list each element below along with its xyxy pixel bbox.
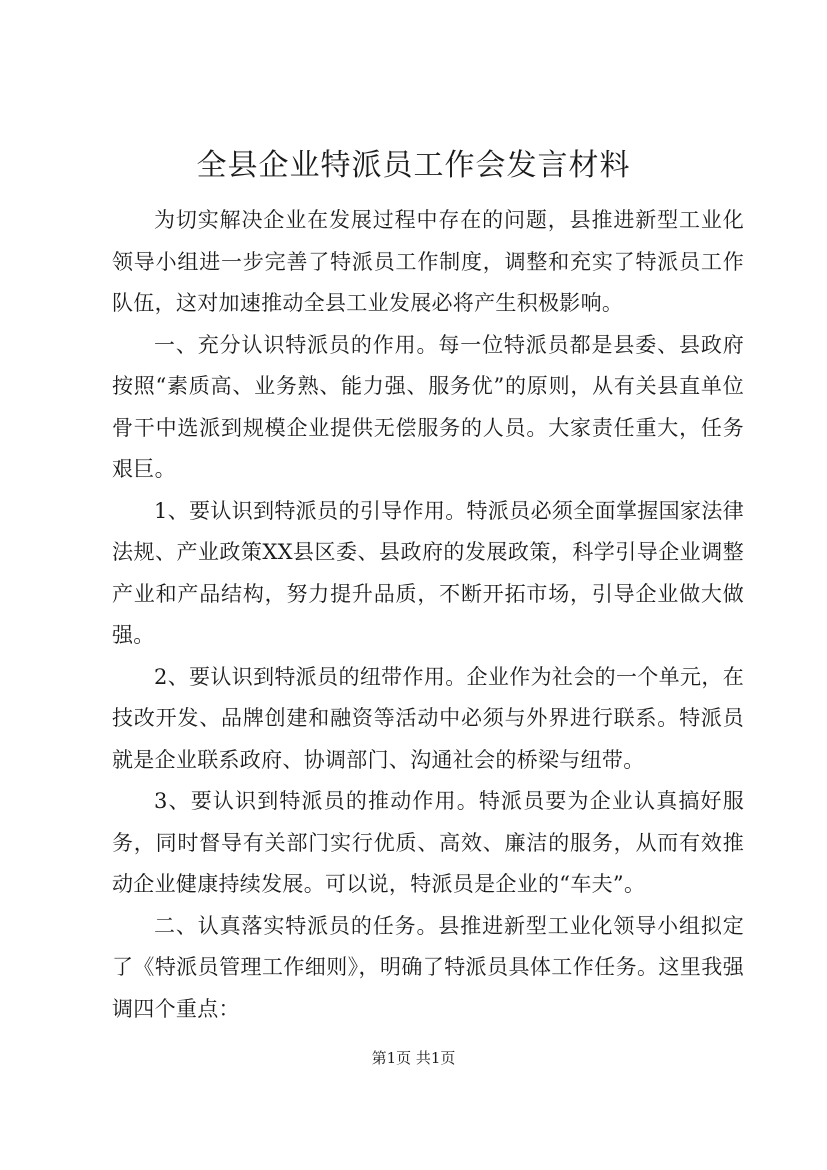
paragraph-intro: 为切实解决企业在发展过程中存在的问题，县推进新型工业化领导小组进一步完善了特派员工作制度，调整和充实了特派员工作队伍，这对加速推动全县工业发展必将产生积极影响。 xyxy=(112,208,744,315)
document-body xyxy=(112,200,744,1030)
paragraph-item-3: 3、要认识到特派员的推动作用。特派员要为企业认真搞好服务，同时督导有关部门实行优质、高效、廉洁的服务，从而有效推动企业健康持续发展。可以说，特派员是企业的“车夫”。 xyxy=(112,789,744,896)
paragraph-item-1: 1、要认识到特派员的引导作用。特派员必须全面掌握国家法律法规、产业政策XX县区委、县政府的发展政策，科学引导企业调整产业和产品结构，努力提升品质，不断开拓市场，引导企业做大做强。 xyxy=(112,498,744,647)
paragraph-section-2: 二、认真落实特派员的任务。县推进新型工业化领导小组拟定了《特派员管理工作细则》，明确了特派员具体工作任务。这里我强调四个重点： xyxy=(112,913,744,1021)
paragraph-item-2: 2、要认识到特派员的纽带作用。企业作为社会的一个单元，在技改开发、品牌创建和融资等活动中必须与外界进行联系。特派员就是企业联系政府、协调部门、沟通社会的桥梁与纽带。 xyxy=(112,664,744,772)
page-footer: 第1页 共1页 xyxy=(371,1049,456,1067)
document-title: 全县企业特派员工作会发言材料 xyxy=(196,148,631,183)
paragraph-section-1: 一、充分认识特派员的作用。每一位特派员都是县委、县政府按照“素质高、业务熟、能力强、服务优”的原则，从有关县直单位骨干中选派到规模企业提供无偿服务的人员。大家责任重大，任务艰巨。 xyxy=(112,332,744,481)
